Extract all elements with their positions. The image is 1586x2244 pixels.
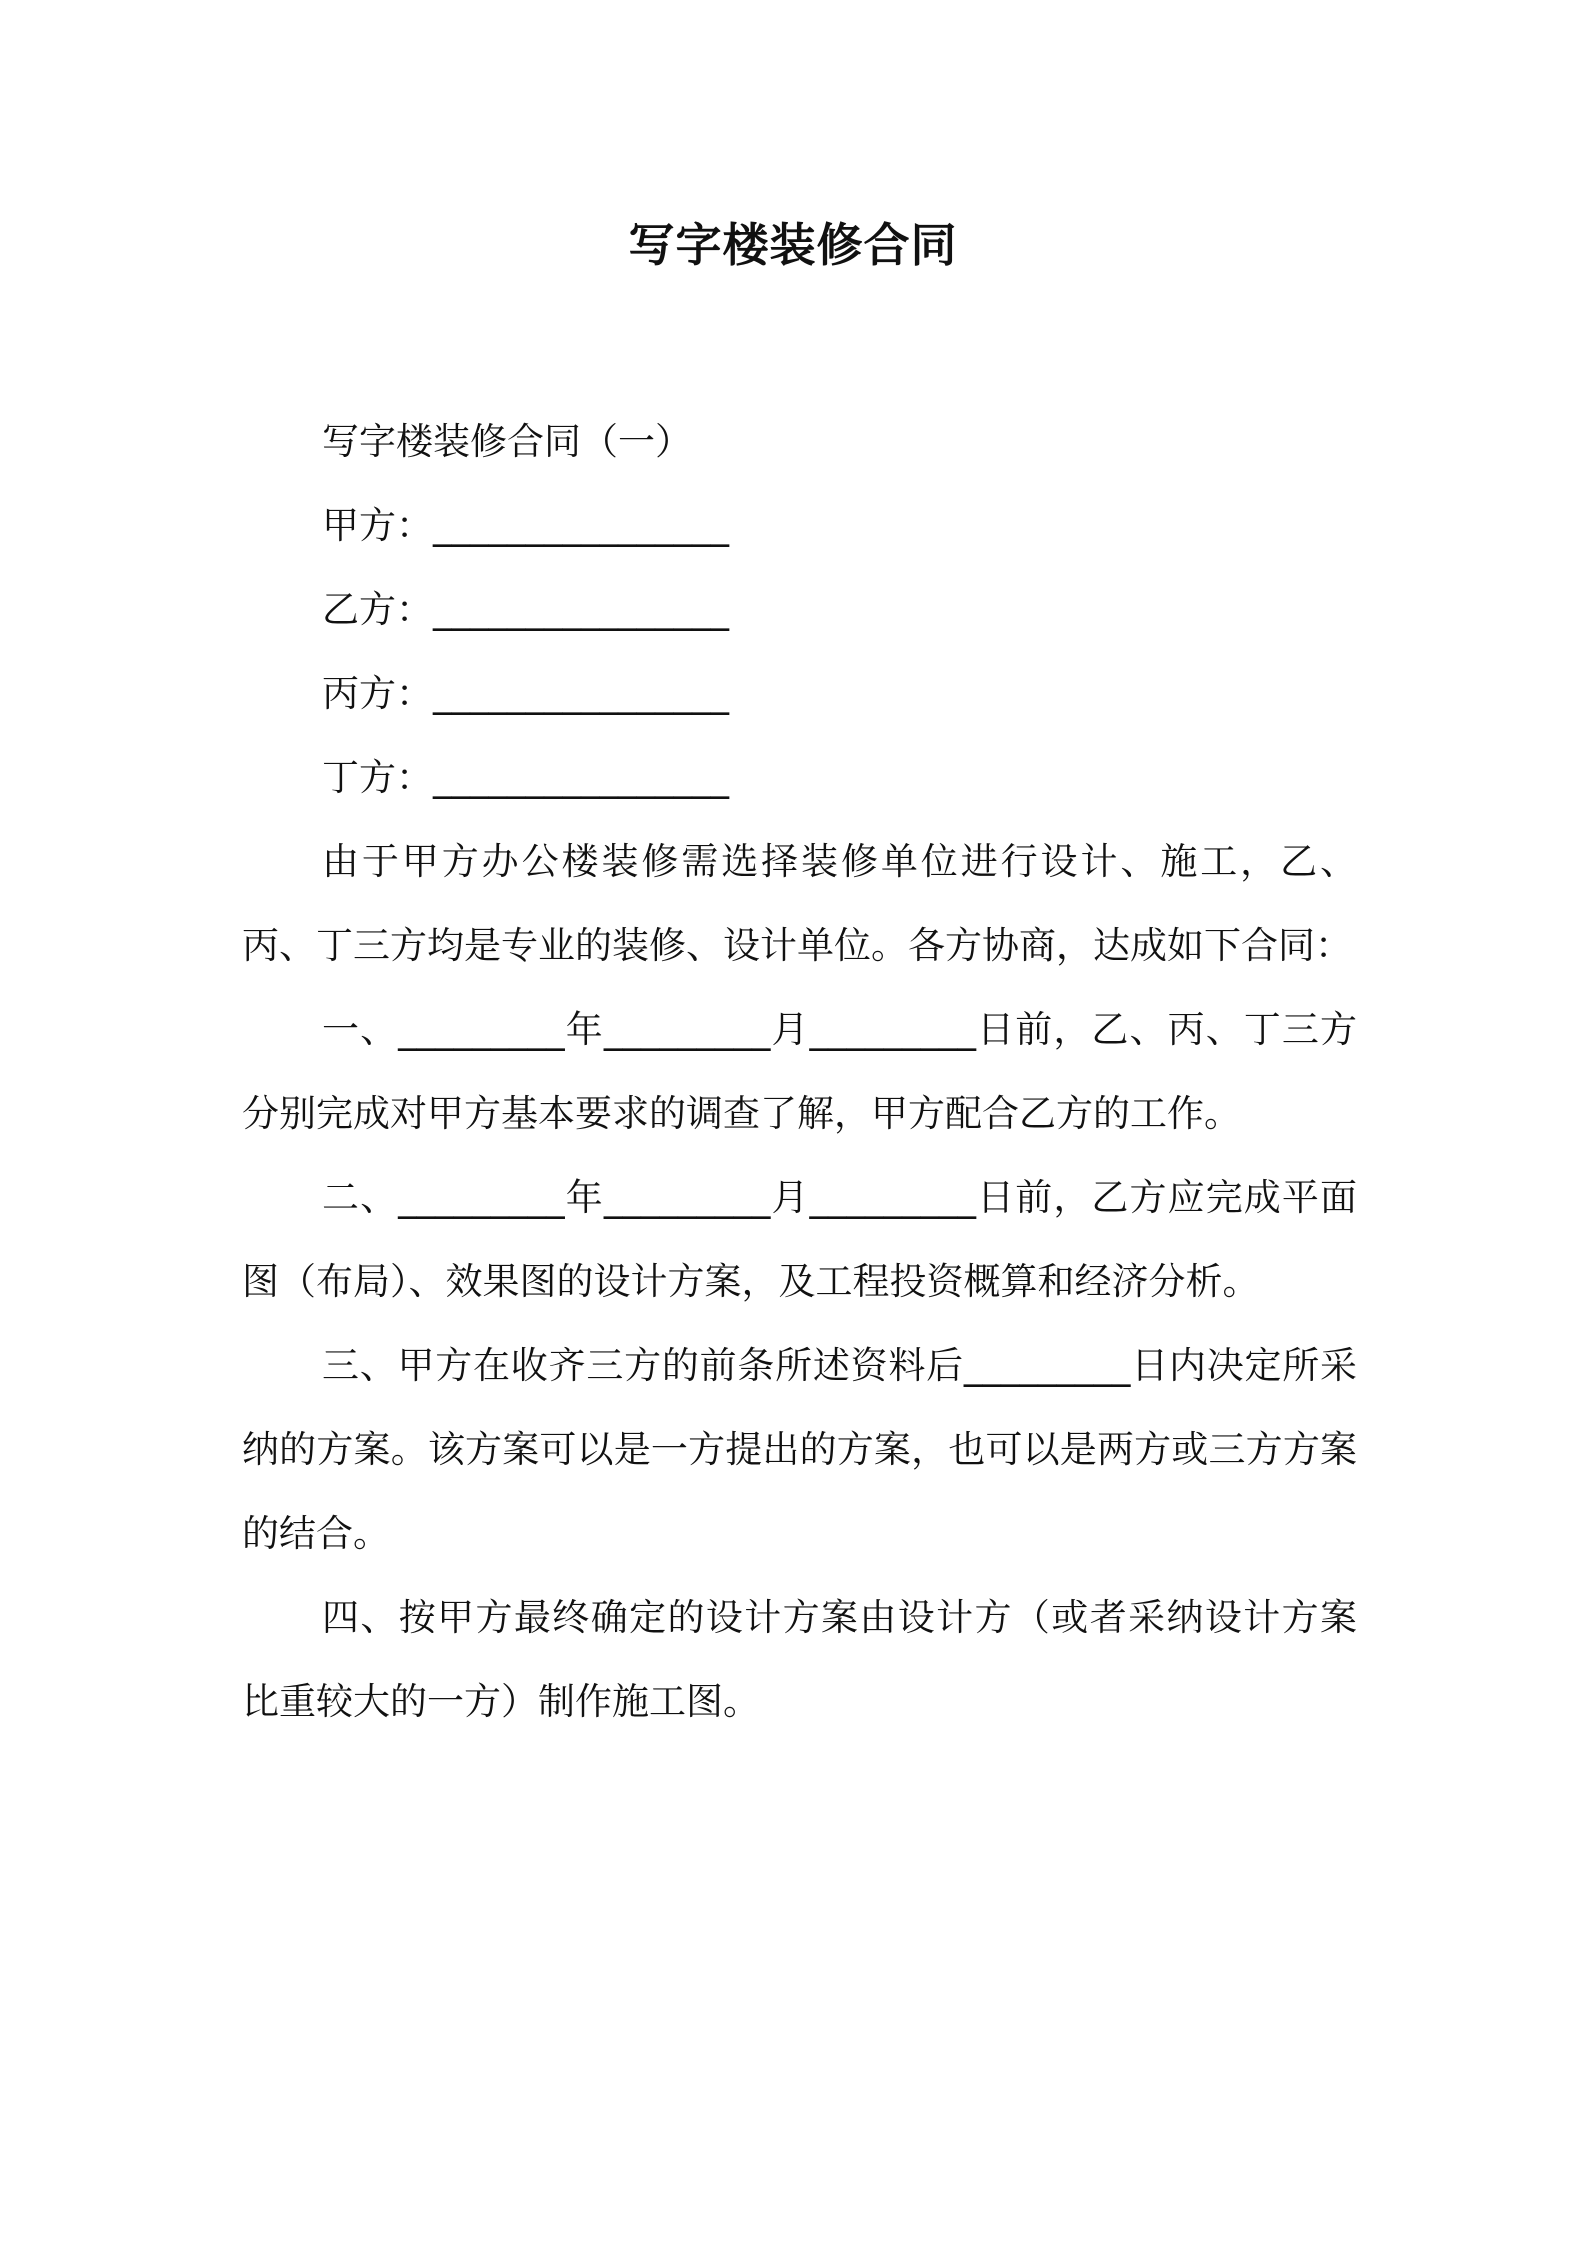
party-a-line: 甲方：________________ [322, 504, 729, 547]
document-body [242, 400, 1357, 1744]
clause-2-paragraph: 二、_________年_________月_________日前，乙方应完成平面图（布局）、效果图的设计方案，及工程投资概算和经济分析。 [242, 1176, 1357, 1303]
party-c-line: 丙方：________________ [322, 672, 729, 715]
clause-3-paragraph: 三、甲方在收齐三方的前条所述资料后_________日内决定所采纳的方案。该方案可以是一方提出的方案，也可以是两方或三方方案的结合。 [242, 1344, 1357, 1555]
clause-4-paragraph: 四、按甲方最终确定的设计方案由设计方（或者采纳设计方案比重较大的一方）制作施工图。 [242, 1596, 1357, 1723]
party-d-line: 丁方：________________ [322, 756, 729, 799]
party-b-line: 乙方：________________ [322, 588, 729, 631]
document-title: 写字楼装修合同 [628, 218, 958, 272]
intro-paragraph: 由于甲方办公楼装修需选择装修单位进行设计、施工，乙、丙、丁三方均是专业的装修、设计单位。各方协商，达成如下合同： [242, 840, 1357, 967]
contract-subtitle: 写字楼装修合同（一） [322, 420, 692, 463]
clause-1-paragraph: 一、_________年_________月_________日前，乙、丙、丁三方分别完成对甲方基本要求的调查了解，甲方配合乙方的工作。 [242, 1008, 1357, 1135]
